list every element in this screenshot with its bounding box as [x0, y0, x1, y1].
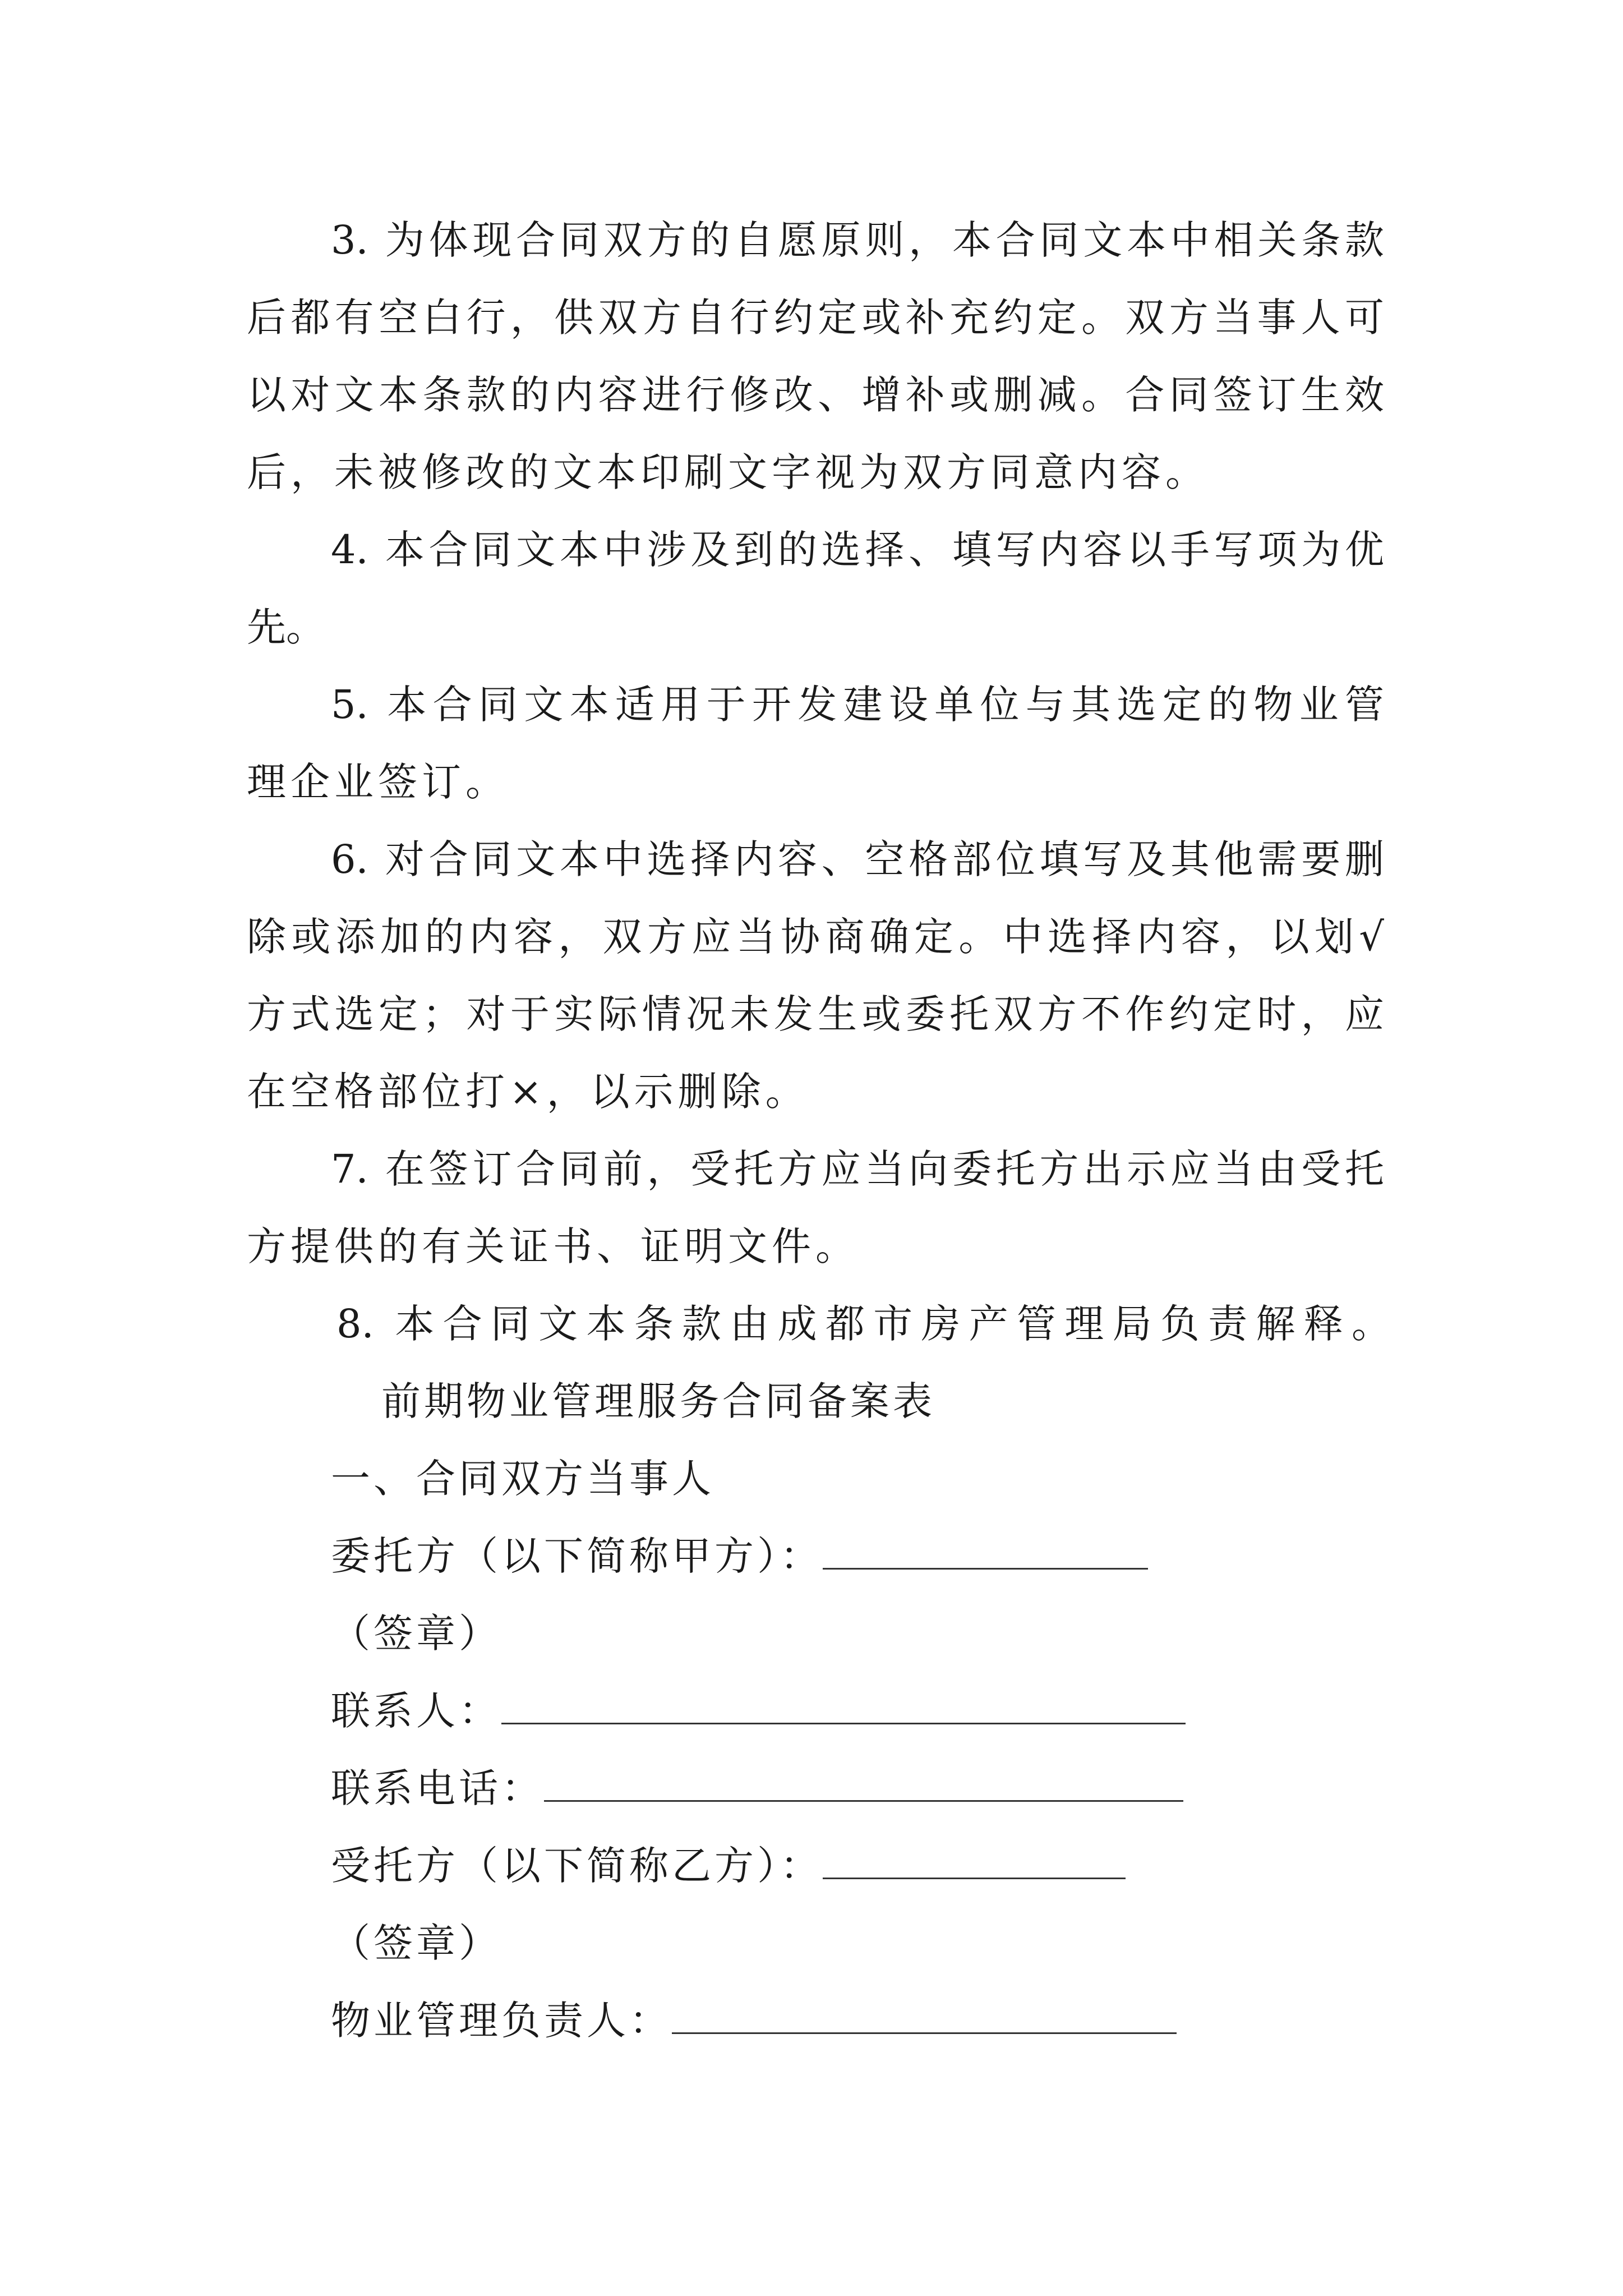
item-8-line-1 — [336, 1297, 1391, 1351]
item-3-line-3-text: 以对文本条款的内容进行修改、增补或删减。合同签订生效 — [247, 372, 1384, 418]
item-5-line-2-text: 理企业签订。 — [247, 759, 509, 805]
item-7-line-2-text: 方提供的有关证书、证明文件。 — [247, 1223, 859, 1269]
party-b-row — [331, 1839, 1126, 1893]
contact-person-label: 联系人： — [331, 1688, 501, 1734]
item-3-line-4 — [247, 445, 1209, 499]
pm-manager-label: 物业管理负责人： — [331, 1998, 672, 2044]
item-7-line-2 — [247, 1220, 859, 1273]
party-a-label: 委托方（以下简称甲方）： — [331, 1533, 823, 1579]
pm-manager-row — [331, 1994, 1177, 2047]
item-6-line-4-text: 在空格部位打×，以示删除。 — [247, 1069, 809, 1115]
form-title-text: 前期物业管理服务合同备案表 — [381, 1378, 935, 1424]
party-b-seal — [331, 1916, 501, 1970]
party-b-seal-text: （签章） — [331, 1920, 501, 1966]
party-b-field[interactable] — [823, 1846, 1126, 1879]
item-3-line-4-text: 后，未被修改的文本印刷文字视为双方同意内容。 — [247, 449, 1209, 495]
item-6-line-4 — [247, 1065, 809, 1119]
section-1-heading — [331, 1452, 714, 1506]
item-4-line-1 — [331, 523, 1384, 577]
party-b-label: 受托方（以下简称乙方）： — [331, 1843, 823, 1889]
pm-manager-field[interactable] — [672, 2001, 1177, 2034]
item-8-line-1-text: 8. 本合同文本条款由成都市房产管理局负责解释。 — [336, 1301, 1391, 1347]
section-1-heading-text: 一、合同双方当事人 — [331, 1456, 714, 1502]
contact-phone-row — [331, 1761, 1183, 1815]
item-6-line-2 — [247, 910, 1384, 964]
item-4-line-2-text: 先。 — [247, 604, 325, 650]
party-a-field[interactable] — [823, 1536, 1148, 1570]
item-6-line-3-text: 方式选定；对于实际情况未发生或委托双方不作约定时，应 — [247, 991, 1384, 1037]
item-7-line-1 — [331, 1142, 1384, 1196]
party-a-seal-text: （签章） — [331, 1611, 501, 1657]
item-4-line-1-text: 4. 本合同文本中涉及到的选择、填写内容以手写项为优 — [331, 527, 1384, 573]
item-6-line-2-text: 除或添加的内容，双方应当协商确定。中选择内容，以划√ — [247, 914, 1384, 960]
contact-phone-label: 联系电话： — [331, 1765, 544, 1811]
item-3-line-1-text: 3. 为体现合同双方的自愿原则，本合同文本中相关条款 — [331, 217, 1384, 263]
contact-person-row — [331, 1684, 1186, 1738]
contact-phone-field[interactable] — [544, 1769, 1183, 1802]
party-a-row — [331, 1529, 1148, 1583]
item-5-line-1-text: 5. 本合同文本适用于开发建设单位与其选定的物业管 — [331, 682, 1384, 728]
item-3-line-1 — [331, 213, 1384, 267]
form-title — [381, 1374, 935, 1428]
item-3-line-2-text: 后都有空白行，供双方自行约定或补充约定。双方当事人可 — [247, 295, 1384, 341]
item-3-line-3 — [247, 368, 1384, 422]
item-6-line-1-text: 6. 对合同文本中选择内容、空格部位填写及其他需要删 — [331, 836, 1384, 882]
contact-person-field[interactable] — [501, 1691, 1186, 1724]
item-6-line-1 — [331, 832, 1384, 886]
item-4-line-2 — [247, 600, 325, 654]
party-a-seal — [331, 1607, 501, 1660]
item-7-line-1-text: 7. 在签订合同前，受托方应当向委托方出示应当由受托 — [331, 1146, 1384, 1192]
item-5-line-1 — [331, 678, 1384, 731]
item-5-line-2 — [247, 755, 509, 809]
item-6-line-3 — [247, 987, 1384, 1041]
item-3-line-2 — [247, 291, 1384, 344]
